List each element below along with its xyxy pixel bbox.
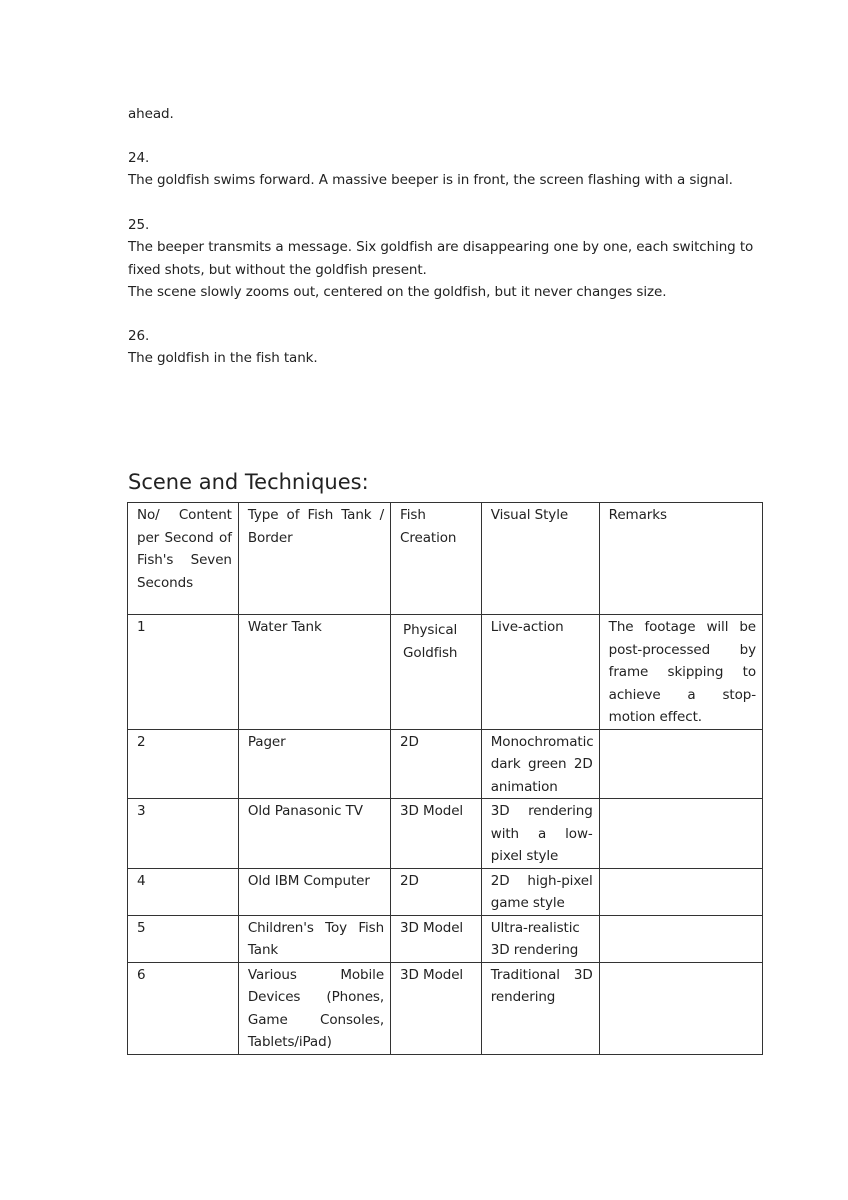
cell-no: 5: [128, 915, 239, 962]
scene-techniques-table: [127, 502, 763, 1055]
cell-no: 4: [128, 868, 239, 915]
scene-25-description-line-2: fixed shots, but without the goldfish present.: [128, 262, 427, 278]
section-heading: Scene and Techniques:: [128, 470, 369, 494]
cell-visual-style: Traditional 3D rendering: [481, 962, 599, 1054]
scene-25-description-line-3: The scene slowly zooms out, centered on the goldfish, but it never changes size.: [128, 284, 667, 300]
cell-tank-type: Pager: [238, 729, 390, 799]
cell-visual-style: Monochromatic dark green 2D animation: [481, 729, 599, 799]
cell-visual-style: Ultra-realistic 3D rendering: [481, 915, 599, 962]
cell-fish-creation: 2D: [391, 868, 482, 915]
cell-remarks: [599, 915, 762, 962]
table-row: [128, 962, 763, 1054]
cell-visual-style: 3D rendering with a low-pixel style: [481, 799, 599, 869]
cell-tank-type: Old IBM Computer: [238, 868, 390, 915]
cell-no: 3: [128, 799, 239, 869]
scene-number-24: 24.: [128, 150, 150, 166]
header-remarks: Remarks: [599, 503, 762, 615]
cell-tank-type: Various Mobile Devices (Phones, Game Consoles, Tablets/iPad): [238, 962, 390, 1054]
table-row: [128, 915, 763, 962]
header-tank-type: Type of Fish Tank / Border: [238, 503, 390, 615]
scene-24-description: The goldfish swims forward. A massive beeper is in front, the screen flashing with a signal.: [128, 172, 733, 188]
cell-no: 6: [128, 962, 239, 1054]
cell-no: 2: [128, 729, 239, 799]
cell-remarks: [599, 729, 762, 799]
cell-visual-style: Live-action: [481, 615, 599, 730]
cell-no: 1: [128, 615, 239, 730]
table-row: [128, 615, 763, 730]
table-row: [128, 868, 763, 915]
scene-number-26: 26.: [128, 328, 150, 344]
cell-tank-type: Old Panasonic TV: [238, 799, 390, 869]
cell-fish-creation: 3D Model: [391, 915, 482, 962]
cell-fish-creation: [391, 615, 482, 730]
table-header-row: [128, 503, 763, 615]
paragraph-continuation: ahead.: [128, 106, 174, 122]
cell-remarks: [599, 868, 762, 915]
cell-tank-type: Water Tank: [238, 615, 390, 730]
header-no-content: No/ Content per Second of Fish's Seven Seconds: [128, 503, 239, 615]
cell-remarks: [599, 962, 762, 1054]
cell-fish-creation: 3D Model: [391, 799, 482, 869]
table-row: [128, 799, 763, 869]
header-fish-creation: Fish Creation: [391, 503, 482, 615]
cell-tank-type: Children's Toy Fish Tank: [238, 915, 390, 962]
scene-26-description: The goldfish in the fish tank.: [128, 350, 318, 366]
cell-fish-creation: 2D: [391, 729, 482, 799]
scene-25-description-line-1: The beeper transmits a message. Six goldfish are disappearing one by one, each switching to: [128, 239, 754, 255]
cell-fish-creation-text: Physical Goldfish: [403, 622, 458, 661]
cell-remarks: [599, 799, 762, 869]
cell-fish-creation: 3D Model: [391, 962, 482, 1054]
table-row: [128, 729, 763, 799]
scene-number-25: 25.: [128, 217, 150, 233]
cell-visual-style: 2D high-pixel game style: [481, 868, 599, 915]
header-visual-style: Visual Style: [481, 503, 599, 615]
cell-remarks: The footage will be post-processed by frame skipping to achieve a stop-motion effect.: [599, 615, 762, 730]
